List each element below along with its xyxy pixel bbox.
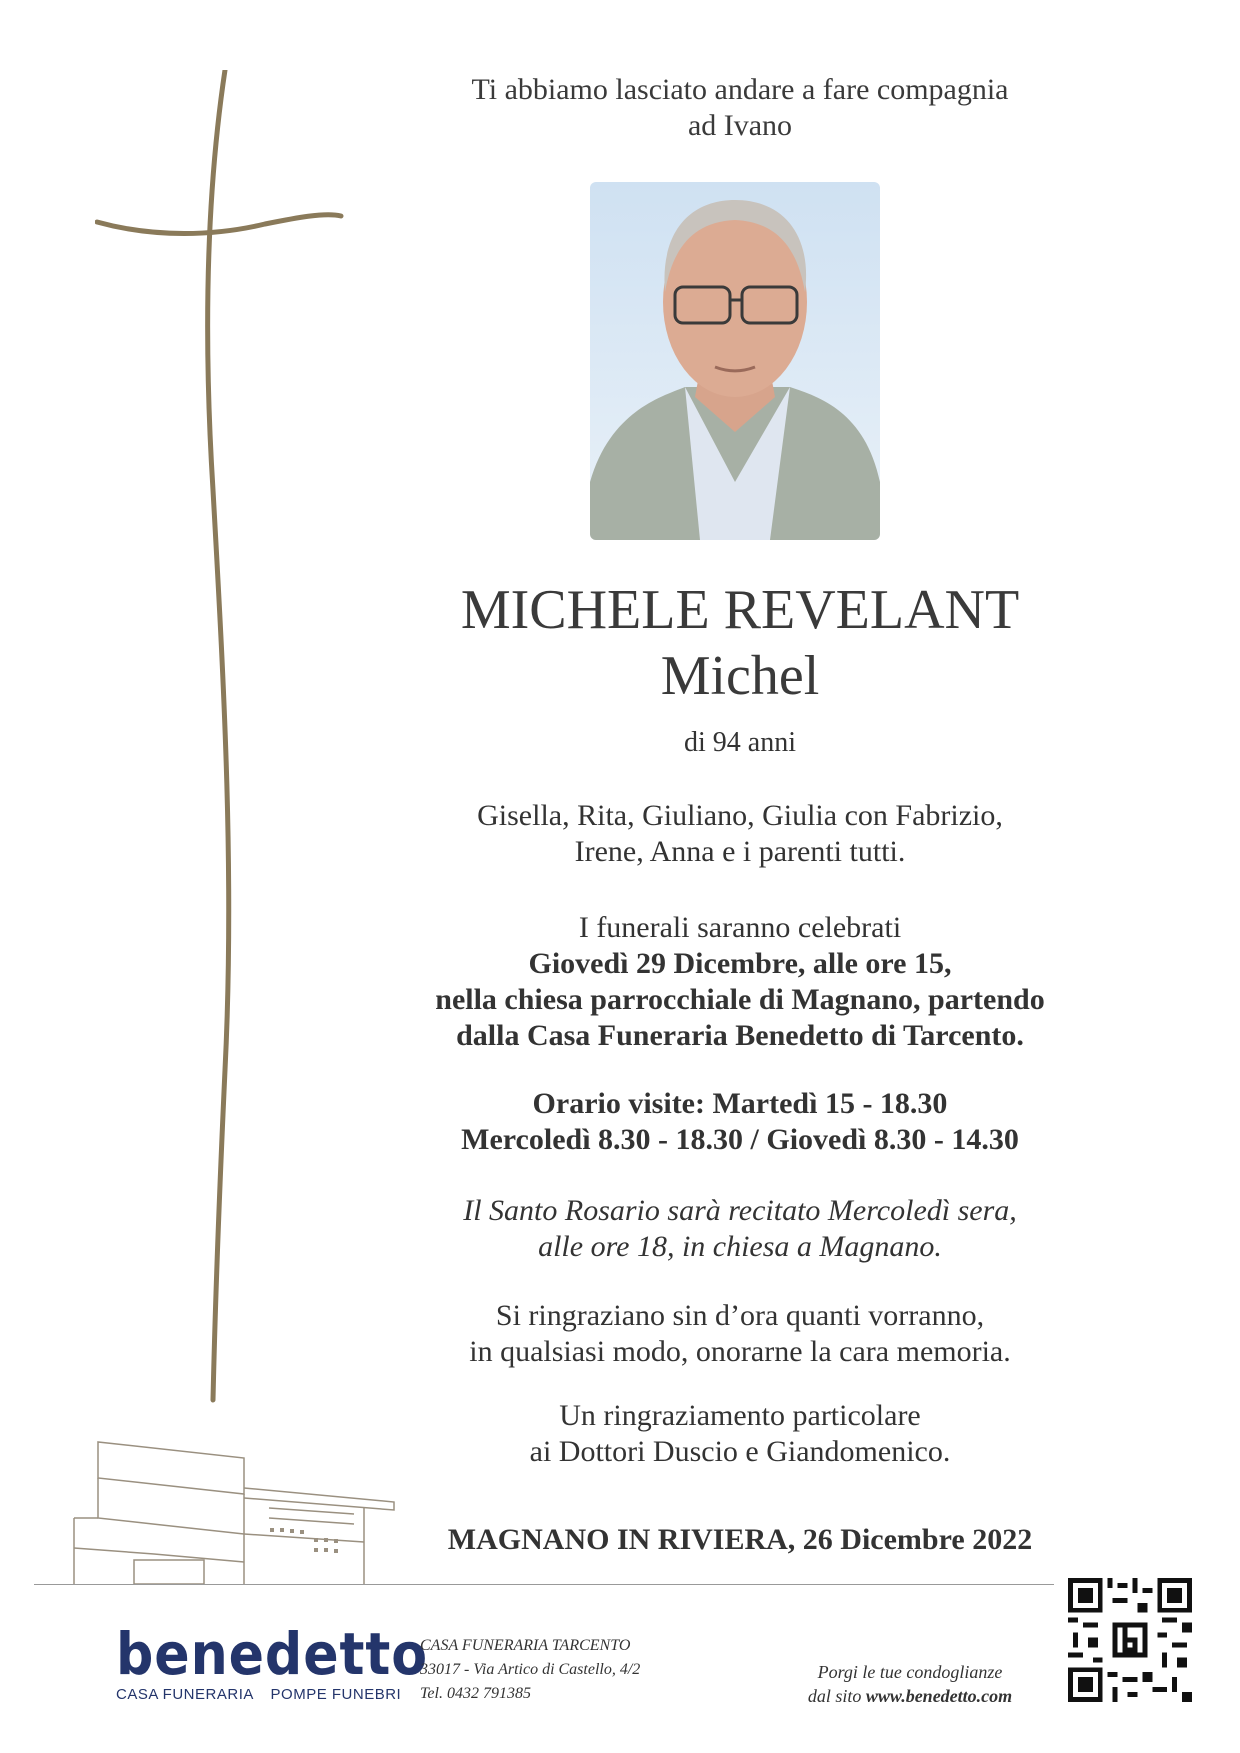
office-address (420, 1634, 640, 1706)
portrait-photo (590, 182, 880, 540)
footer-divider (34, 1584, 1054, 1585)
qr-code-icon[interactable] (1068, 1578, 1192, 1702)
intro-text (400, 72, 1080, 144)
thanks-line-2: in qualsiasi modo, onorarne la cara memoria. (469, 1335, 1011, 1368)
funeral-line-4: dalla Casa Funeraria Benedetto di Tarcento. (456, 1019, 1024, 1052)
funeral-line-2: Giovedì 29 Dicembre, alle ore 15, (528, 947, 952, 980)
brand-logo: benedetto (116, 1620, 428, 1688)
thanks-line-1: Si ringraziano sin d’ora quanti vorranno, (495, 1299, 985, 1332)
deceased-nickname: Michel (660, 645, 820, 707)
building-icon (34, 1438, 414, 1608)
office-line-2: 33017 - Via Artico di Castello, 4/2 (420, 1661, 641, 1678)
rosary-line-2: alle ore 18, in chiesa a Magnano. (538, 1230, 942, 1263)
family-text (400, 798, 1080, 870)
funeral-info (400, 910, 1080, 1054)
visits-line-1: Orario visite: Martedì 15 - 18.30 (532, 1087, 948, 1120)
brand-subtitle (116, 1686, 413, 1703)
condolences-prefix: dal sito (807, 1686, 866, 1706)
cross-icon (95, 70, 355, 1410)
brand-subtitle-2: POMPE FUNEBRI (270, 1686, 402, 1703)
deceased-name: MICHELE REVELANT (460, 579, 1020, 641)
funeral-line-3: nella chiesa parrocchiale di Magnano, partendo (435, 983, 1045, 1016)
rosary-info (400, 1193, 1080, 1265)
website-link[interactable]: www.benedetto.com (865, 1686, 1013, 1706)
office-line-1: CASA FUNERARIA TARCENTO (420, 1637, 631, 1654)
condolences-line-1: Porgi le tue condoglianze (817, 1662, 1003, 1682)
special-line-2: ai Dottori Duscio e Giandomenico. (529, 1435, 951, 1468)
visit-hours (400, 1086, 1080, 1158)
intro-line-2: ad Ivano (687, 109, 793, 142)
office-line-3: Tel. 0432 791385 (420, 1685, 531, 1702)
deceased-age: di 94 anni (684, 727, 796, 758)
funeral-line-1: I funerali saranno celebrati (578, 911, 902, 944)
special-line-1: Un ringraziamento particolare (559, 1399, 921, 1432)
thanks-text (400, 1298, 1080, 1370)
brand-subtitle-1: CASA FUNERARIA (116, 1686, 254, 1703)
condolences-text (770, 1660, 1050, 1708)
family-line-2: Irene, Anna e i parenti tutti. (574, 835, 906, 868)
intro-line-1: Ti abbiamo lasciato andare a fare compagnia (471, 73, 1009, 106)
visits-line-2: Mercoledì 8.30 - 18.30 / Giovedì 8.30 - 14.30 (461, 1123, 1019, 1156)
rosary-line-1: Il Santo Rosario sarà recitato Mercoledì sera, (463, 1194, 1017, 1227)
special-thanks (400, 1398, 1080, 1470)
place-date: MAGNANO IN RIVIERA, 26 Dicembre 2022 (447, 1523, 1033, 1556)
family-line-1: Gisella, Rita, Giuliano, Giulia con Fabrizio, (477, 799, 1003, 832)
